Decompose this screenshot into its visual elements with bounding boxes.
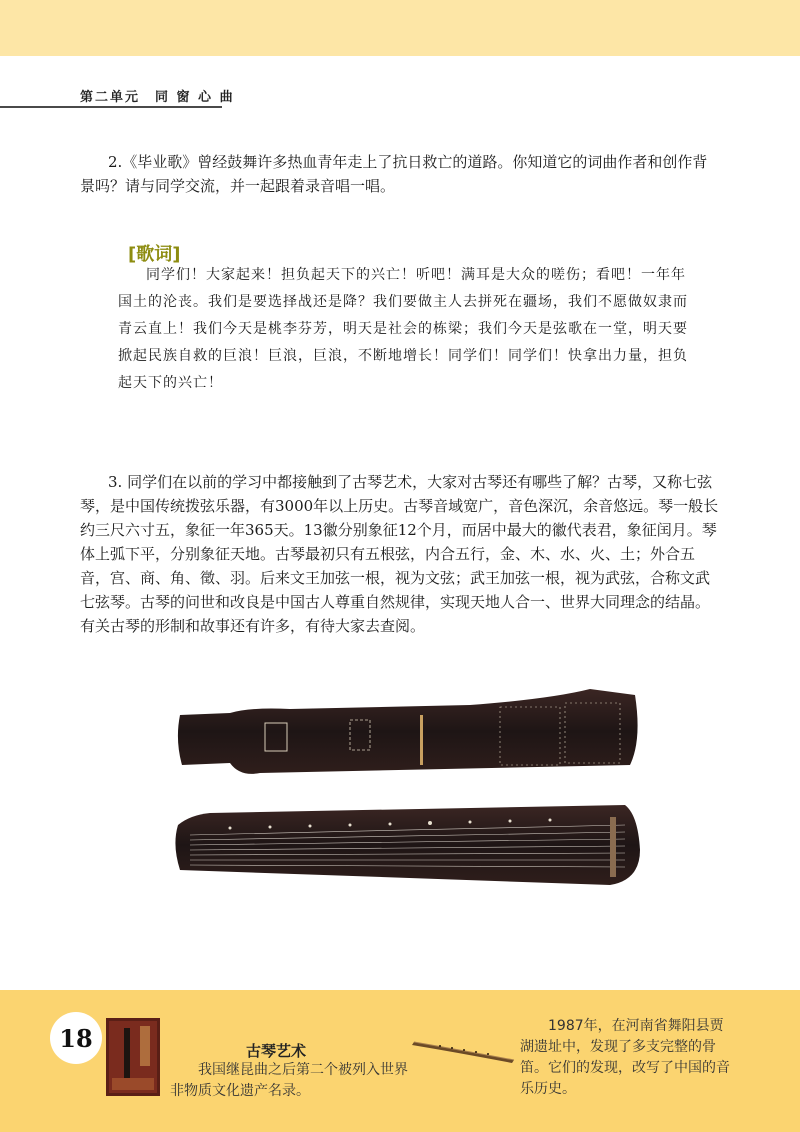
guqin-back xyxy=(178,689,638,774)
bone-flute-image xyxy=(410,1034,520,1064)
top-color-band xyxy=(0,0,800,56)
guqin-image xyxy=(170,685,645,895)
side-text: 1987年，在河南省舞阳县贾湖遗址中，发现了多支完整的骨笛。它们的发现，改写了中国的音乐历史。 xyxy=(520,1018,730,1097)
guqin-book-cover-image xyxy=(106,1018,160,1096)
header-rule xyxy=(0,106,222,108)
lyrics-label: [歌词] xyxy=(128,244,181,265)
lyrics-text: 同学们！大家起来！担负起天下的兴亡！听吧！满耳是大众的嗟伤；看吧！一年年国土的沦丧。我们是要选择战还是降？我们要做主人去拼死在疆场，我们不愿做奴隶而青云直上！我们今天是桃李芬芳，明天是社会的栋梁；我们今天是弦歌在一堂，明天要掀起民族自救的巨浪！巨浪，巨浪，不断地增长！同学们！同学们！快拿出力量，担负起天下的兴亡！ xyxy=(118,267,688,391)
box-title: 古琴艺术 xyxy=(245,1042,306,1060)
box-text: 我国继昆曲之后第二个被列入世界非物质文化遗产名录。 xyxy=(170,1062,408,1099)
question-2-paragraph: 2.《毕业歌》曾经鼓舞许多热血青年走上了抗日救亡的道路。你知道它的词曲作者和创作背景吗？请与同学交流，并一起跟着录音唱一唱。 xyxy=(80,153,708,195)
running-header: 第二单元 同 窗 心 曲 xyxy=(80,90,235,105)
question-3-paragraph: 3. 同学们在以前的学习中都接触到了古琴艺术，大家对古琴还有哪些了解？古琴，又称七弦琴，是中国传统拨弦乐器，有3000年以上历史。古琴音域宽广，音色深沉，余音悠远。琴一般长约三尺六寸五，象征一年365天。13徽分别象征12个月，而居中最大的徽代表君，象征闰月。琴体上弧下平，分别象征天地。古琴最初只有五根弦，内合五行，金、木、水、火、土；外合五音，宫、商、角、徵、羽。后来文王加弦一根，视为文弦；武王加弦一根，视为武弦，合称文武七弦琴。古琴的问世和改良是中国古人尊重自然规律，实现天地人合一、世界大同理念的结晶。有关古琴的形制和故事还有许多，有待大家去查阅。 xyxy=(80,473,719,635)
page-number: 18 xyxy=(50,1012,102,1064)
guqin-front xyxy=(175,805,640,885)
